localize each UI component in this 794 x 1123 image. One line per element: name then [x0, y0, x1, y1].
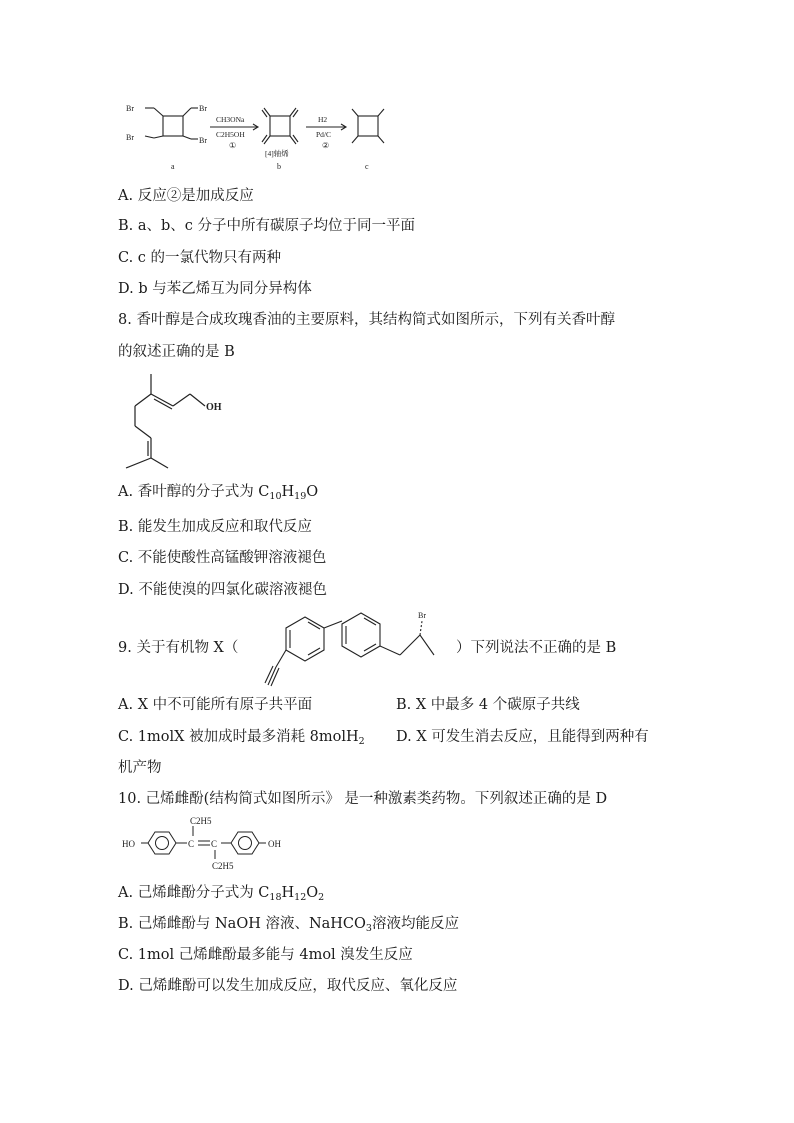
reagent-1-bottom: C2H5OH: [216, 130, 245, 139]
oh-label: OH: [206, 402, 222, 413]
q8-option-d: D. 不能使溴的四氯化碳溶液褪色: [118, 582, 327, 598]
step-2-marker: ②: [322, 141, 330, 150]
q7-option-d: D. b 与苯乙烯互为同分异构体: [118, 281, 312, 297]
q9-option-d-line-1: D. X 可发生消去反应，且能得到两种有: [396, 729, 649, 745]
q9-option-a: A. X 中不可能所有原子共平面: [118, 697, 313, 713]
br-label: Br: [126, 133, 134, 142]
compound-x-structure: [262, 607, 458, 701]
geraniol-structure: [118, 370, 248, 470]
oh-label: OH: [268, 839, 281, 849]
br-label: Br: [199, 136, 207, 145]
q7-option-b: B. a、b、c 分子中所有碳原子均位于同一平面: [118, 218, 416, 234]
compound-b-name: [4]轴烯: [265, 149, 289, 158]
q9-option-b: B. X 中最多 4 个碳原子共线: [396, 697, 580, 713]
carbon-label: C: [211, 839, 218, 849]
q9-stem-suffix: ）下列说法不正确的是 B: [456, 640, 617, 656]
step-1-marker: ①: [229, 141, 237, 150]
q10-option-a: A. 己烯雌酚分子式为 $C_{18}H_{12}O_2$: [118, 885, 325, 903]
reagent-2-bottom: Pd/C: [316, 130, 332, 139]
q7-option-a: A. 反应②是加成反应: [118, 188, 254, 204]
q9-option-c: C. 1molX 被加成时最多消耗 8molH$_2$: [118, 729, 365, 747]
q8-option-b: B. 能发生加成反应和取代反应: [118, 519, 312, 535]
q9-option-d-line-2: 机产物: [118, 760, 162, 776]
carbon-label: C: [188, 839, 195, 849]
label-a: a: [171, 162, 175, 171]
q10-stem: 10. 己烯雌酚(结构简式如图所示》 是一种激素类药物。下列叙述正确的是 D: [118, 791, 608, 807]
q8-option-c: C. 不能使酸性高锰酸钾溶液褪色: [118, 550, 327, 566]
br-label: Br: [199, 104, 207, 113]
q10-option-d: D. 己烯雌酚可以发生加成反应，取代反应、氧化反应: [118, 978, 458, 994]
reaction-scheme-figure: [118, 96, 398, 178]
label-c: c: [365, 162, 369, 171]
ho-label: HO: [122, 839, 135, 849]
reagent-2-top: H2: [318, 115, 328, 124]
br-label: Br: [126, 104, 134, 113]
ethyl-top-label: C2H5: [190, 816, 212, 826]
q7-option-c: C. c 的一氯代物只有两种: [118, 250, 282, 266]
label-b: b: [277, 162, 281, 171]
q8-stem-line-1: 8. 香叶醇是合成玫瑰香油的主要原料，其结构简式如图所示，下列有关香叶醇: [118, 312, 615, 328]
q8-stem-line-2: 的叙述正确的是 B: [118, 344, 235, 360]
q8-option-a: A. 香叶醇的分子式为 $C_{10}H_{19}O$: [118, 484, 319, 502]
q9-stem-prefix: 9. 关于有机物 X（: [118, 640, 239, 656]
ethyl-bottom-label: C2H5: [212, 861, 234, 871]
q10-option-b: B. 己烯雌酚与 NaOH 溶液、NaHCO$_3$溶液均能反应: [118, 916, 459, 934]
reagent-1-top: CH3ONa: [216, 115, 245, 124]
q10-option-c: C. 1mol 己烯雌酚最多能与 4mol 溴发生反应: [118, 947, 413, 963]
diethylstilbestrol-structure: [118, 814, 308, 872]
br-label: Br: [418, 611, 426, 620]
